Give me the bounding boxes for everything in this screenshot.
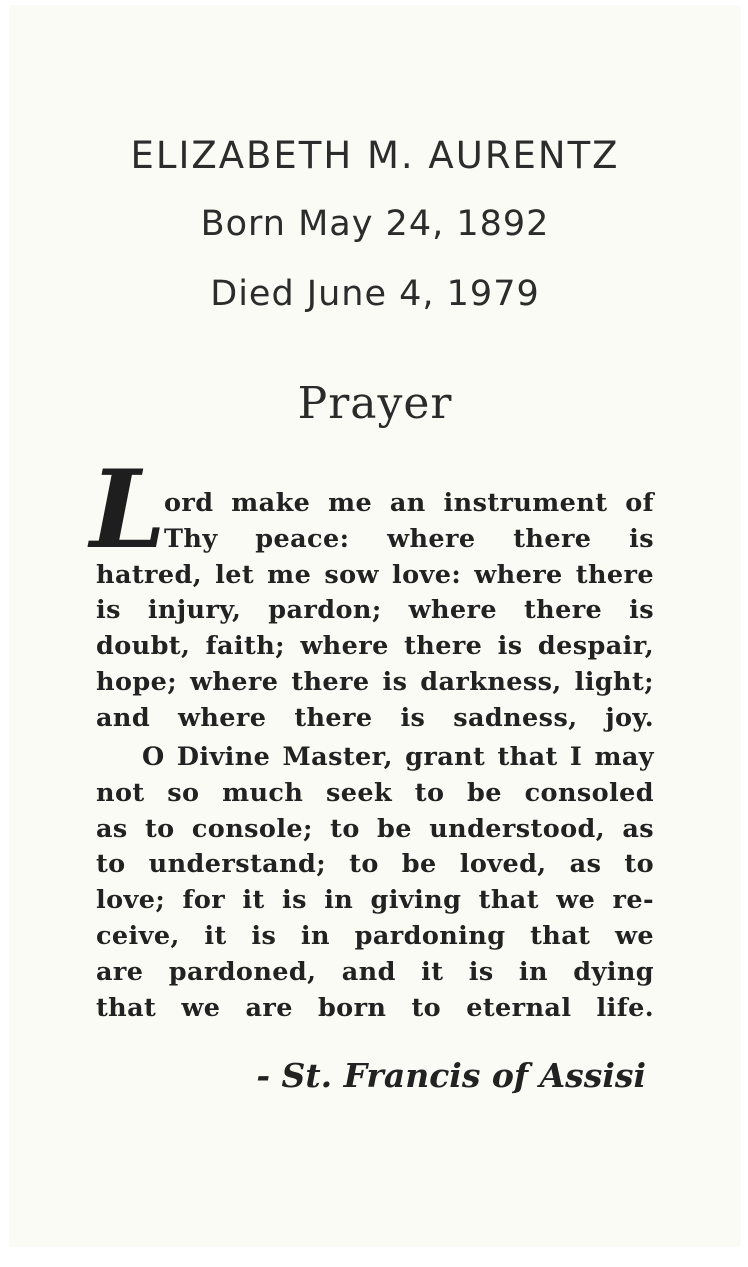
memorial-card xyxy=(10,6,740,1246)
prayer-line: doubt, faith; where there is despair, xyxy=(96,631,654,662)
prayer-line: O Divine Master, grant that I may xyxy=(142,742,654,772)
birth-date: Born May 24, 1892 xyxy=(200,204,550,244)
prayer-line: Thy peace: where there is xyxy=(164,523,654,554)
prayer-paragraph-1 xyxy=(96,486,654,737)
prayer-title: Prayer xyxy=(297,378,453,429)
prayer-line: ord make me an instrument of xyxy=(164,488,654,518)
prayer-line: that we are born to eternal life. xyxy=(96,992,654,1023)
prayer-line: is injury, pardon; where there is xyxy=(96,595,654,626)
prayer-paragraph-2 xyxy=(96,740,654,1026)
prayer-line: hope; where there is darkness, light; xyxy=(96,666,654,697)
drop-cap-letter: L xyxy=(90,447,166,573)
deceased-name: ELIZABETH M. AURENTZ xyxy=(130,134,620,177)
prayer-line: love; for it is in giving that we re- xyxy=(96,885,654,916)
death-date: Died June 4, 1979 xyxy=(210,274,540,314)
prayer-attribution: - St. Francis of Assisi xyxy=(256,1056,646,1095)
prayer-line: not so much seek to be consoled xyxy=(96,777,654,808)
prayer-line: as to console; to be understood, as xyxy=(96,813,654,844)
prayer-line: hatred, let me sow love: where there xyxy=(96,559,654,590)
prayer-line: ceive, it is in pardoning that we xyxy=(96,920,654,951)
prayer-line: and where there is sadness, joy. xyxy=(96,702,654,733)
prayer-line: to understand; to be loved, as to xyxy=(96,849,654,880)
prayer-line: are pardoned, and it is in dying xyxy=(96,956,654,987)
